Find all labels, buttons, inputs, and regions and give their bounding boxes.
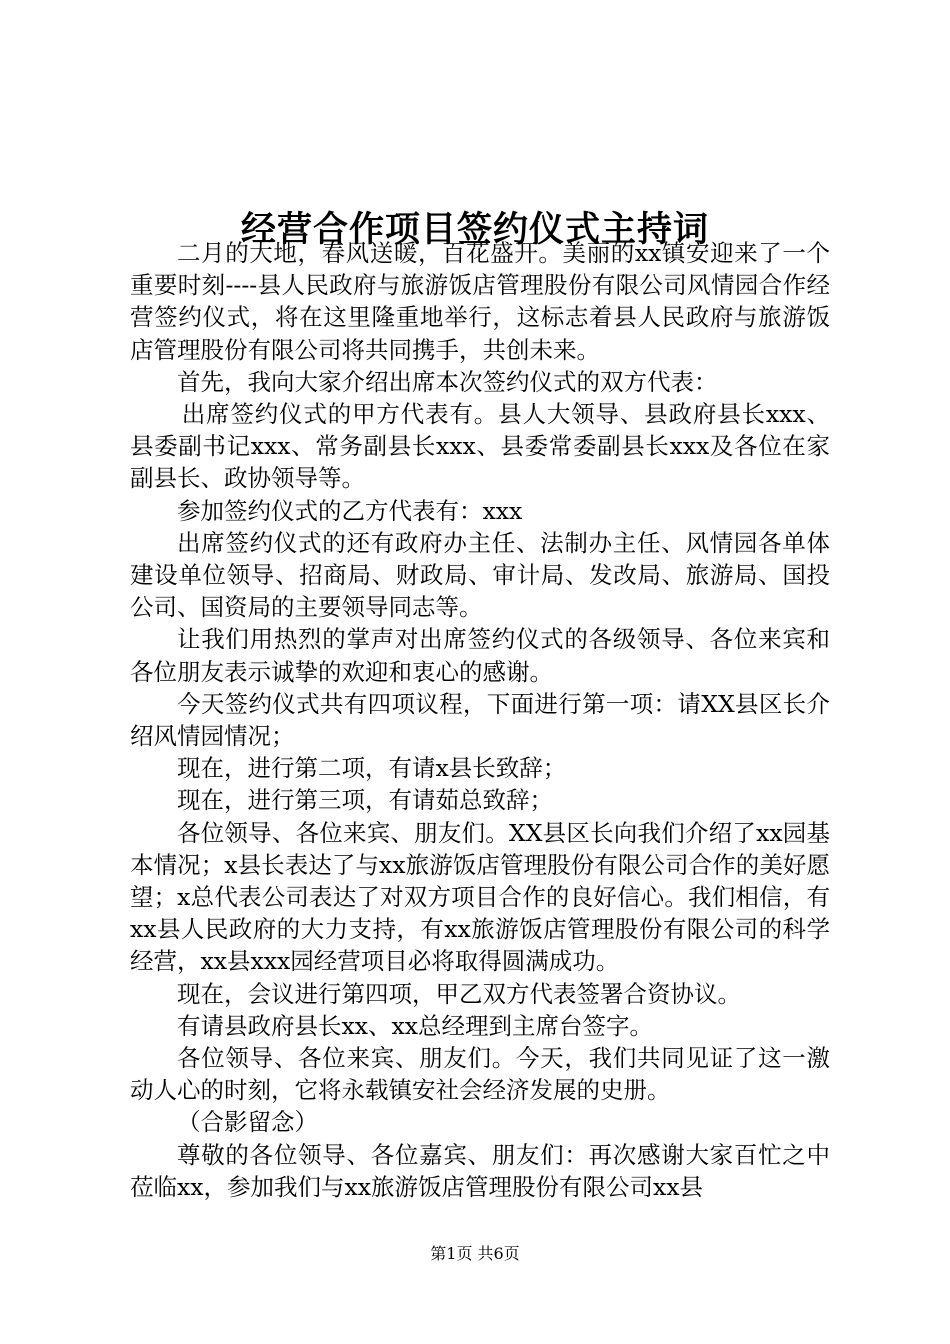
paragraph-party-b: 参加签约仪式的乙方代表有：xxx [177,496,523,525]
document-body [130,237,830,1203]
paragraph-welcome: 让我们用热烈的掌声对出席签约仪式的各级领导、各位来宾和各位朋友表示诚挚的欢迎和衷心的感谢。 [130,625,830,686]
paragraph-closing: 尊敬的各位领导、各位嘉宾、朋友们：再次感谢大家百忙之中莅临xx，参加我们与xx旅游饭店管理股份有限公司xx县 [130,1140,830,1201]
paragraph-signing: 有请县政府县长xx、xx总经理到主席台签字。 [177,1011,654,1040]
paragraph-witness: 各位领导、各位来宾、朋友们。今天，我们共同见证了这一激动人心的时刻，它将永载镇安社会经济发展的史册。 [130,1044,830,1105]
paragraph-party-a: 出席签约仪式的甲方代表有。县人大领导、县政府县长xxx、县委副书记xxx、常务副县长xxx、县委常委副县长xxx及各位在家副县长、政协领导等。 [130,400,830,493]
paragraph-agenda-item-4: 现在，会议进行第四项，甲乙双方代表签署合资协议。 [177,979,741,1008]
paragraph-opening: 二月的大地，春风送暖，百花盛开。美丽的xx镇安迎来了一个重要时刻----县人民政府与旅游饭店管理股份有限公司风情园合作经营签约仪式，将在这里隆重地举行，这标志着县人民政府与旅游饭店管理股份有限公司将共同携手，共创未来。 [130,239,830,364]
paragraph-agenda-item-1: 今天签约仪式共有四项议程，下面进行第一项：请XX县区长介绍风情园情况； [130,689,830,751]
paragraph-attendees: 出席签约仪式的还有政府办主任、法制办主任、风情园各单体建设单位领导、招商局、财政局、审计局、发改局、旅游局、国投公司、国资局的主要领导同志等。 [130,528,830,622]
page-number-footer: 第1页 共6页 [430,1244,520,1263]
document-title: 经营合作项目签约仪式主持词 [240,209,709,251]
paragraph-group-photo: （合影留念） [177,1108,318,1137]
paragraph-summary: 各位领导、各位来宾、朋友们。XX县区长向我们介绍了xx园基本情况；x县长表达了与xx旅游饭店管理股份有限公司合作的美好愿望；x总代表公司表达了对双方项目合作的良好信心。我们相信，有xx县人民政府的大力支持，有xx旅游饭店管理股份有限公司的科学经营，xx县xxx园经营项目必将取得圆满成功。 [130,818,830,976]
paragraph-agenda-item-3: 现在，进行第三项，有请茹总致辞； [177,786,553,815]
paragraph-agenda-item-2: 现在，进行第二项，有请x县长致辞； [177,754,567,783]
paragraph-introduction: 首先，我向大家介绍出席本次签约仪式的双方代表： [177,367,718,396]
